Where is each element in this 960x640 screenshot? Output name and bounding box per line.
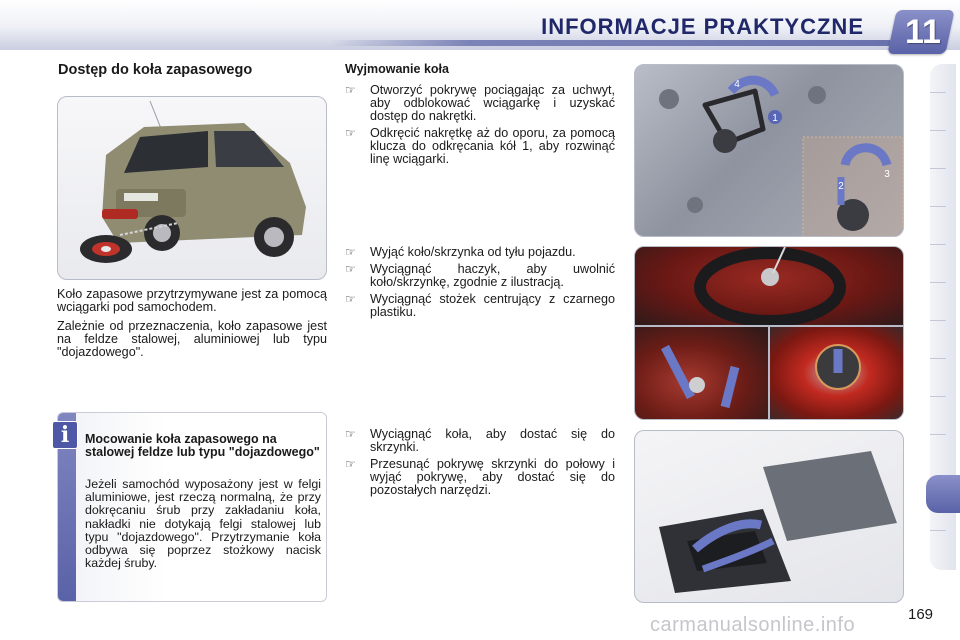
instruction-list-2 [345, 246, 615, 323]
callout-label: 3 [884, 169, 890, 180]
page-number: 169 [908, 606, 934, 623]
intro-paragraph: Koło zapasowe przytrzymywane jest za pomocą wciągarki pod samochodem. [57, 287, 327, 314]
chapter-number: 11 [905, 12, 941, 51]
watermark: carmanualsonline.info [650, 614, 856, 636]
pointing-hand-icon: ☞ [345, 245, 356, 259]
instruction-text: Wyjąć koło/skrzynka od tyłu pojazdu. [370, 245, 576, 259]
callout-label: 1 [772, 113, 778, 124]
rail-mark [930, 530, 946, 531]
cone-illustration [770, 327, 904, 420]
rail-mark [930, 206, 946, 207]
list-item [345, 84, 615, 123]
instruction-list-3 [345, 428, 615, 501]
list-item [345, 428, 615, 454]
instruction-text: Wyciągnąć haczyk, aby uwolnić koło/skrzynkę, zgodnie z ilustracją. [370, 262, 615, 289]
rail-mark [930, 282, 946, 283]
instruction-text: Odkręcić nakrętkę aż do oporu, za pomocą klucza do odkręcania kół 1, aby rozwinąć linę wciągarki. [370, 126, 615, 166]
rail-mark [930, 130, 946, 131]
rail-mark [930, 396, 946, 397]
instruction-text: Wyciągnąć koła, aby dostać się do skrzynki. [370, 427, 615, 454]
intro-text [57, 288, 327, 365]
section-title: Dostęp do koła zapasowego [58, 62, 253, 78]
chapter-title: INFORMACJE PRAKTYCZNE [541, 14, 864, 39]
info-title: Mocowanie koła zapasowego na stalowej feldze lub typu "dojazdowego" [85, 432, 320, 459]
rail-mark [930, 92, 946, 93]
pointing-hand-icon: ☞ [345, 427, 356, 441]
pointing-hand-icon: ☞ [345, 83, 356, 97]
rail-active-chapter [926, 475, 960, 513]
info-icon: i [52, 421, 78, 449]
header-rule [330, 40, 890, 46]
intro-paragraph: Zależnie od przeznaczenia, koło zapasowe jest na feldze stalowej, aluminiowej lub typu "dojazdowego". [57, 319, 327, 359]
list-item [345, 127, 615, 166]
toolbox-illustration [635, 431, 904, 603]
car-illustration [58, 97, 327, 280]
callout-label: 2 [838, 181, 844, 192]
tool-box-photo [634, 430, 904, 603]
pointing-hand-icon: ☞ [345, 262, 356, 276]
spare-wheel-top-photo [634, 246, 904, 326]
list-item [345, 293, 615, 319]
rail-mark [930, 434, 946, 435]
instruction-list-1 [345, 84, 615, 170]
winch-nut-photo [634, 64, 904, 237]
info-text: Jeżeli samochód wyposażony jest w felgi aluminiowe, jest rzeczą normalną, że przy dokręcaniu śrub przy zakładaniu koła, nakładki nie dotykają felgi stalowej lub typu "dojazdowego". Przytrzymanie koła odbywa się poprzez stożkowy nacisk każdej śruby. [85, 477, 321, 571]
rail-mark [930, 320, 946, 321]
instruction-text: Wyciągnąć stożek centrujący z czarnego plastiku. [370, 292, 615, 319]
pointing-hand-icon: ☞ [345, 126, 356, 140]
pointing-hand-icon: ☞ [345, 457, 356, 471]
rail-mark [930, 358, 946, 359]
centering-cone-photo [769, 326, 904, 420]
rail-mark [930, 244, 946, 245]
winch-illustration [635, 65, 904, 237]
list-item [345, 458, 615, 497]
callout-label: 4 [734, 79, 740, 90]
rail-mark [930, 168, 946, 169]
car-spare-wheel-photo [57, 96, 327, 280]
pointing-hand-icon: ☞ [345, 292, 356, 306]
hook-illustration [635, 327, 769, 420]
subsection-title: Wyjmowanie koła [345, 62, 449, 76]
spare-wheel-illustration [635, 247, 904, 326]
list-item [345, 246, 615, 259]
instruction-text: Otworzyć pokrywę pociągając za uchwyt, aby odblokować wciągarkę i uzyskać dostęp do nakrętki. [370, 83, 615, 123]
list-item [345, 263, 615, 289]
hook-release-photo [634, 326, 769, 420]
instruction-text: Przesunąć pokrywę skrzynki do połowy i wyjąć pokrywę, aby dostać się do pozostałych narzędzi. [370, 457, 615, 497]
